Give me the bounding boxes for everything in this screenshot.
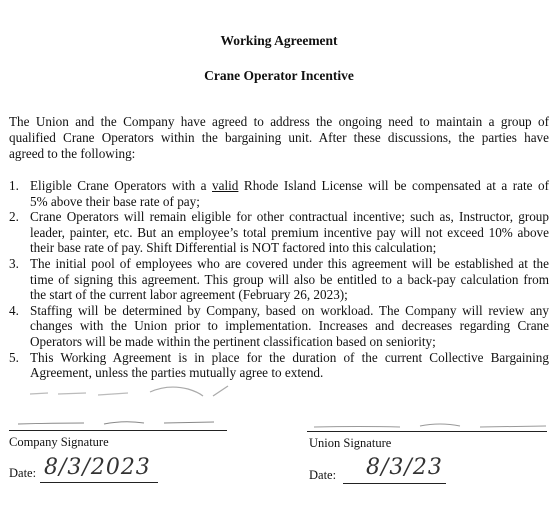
item-number: 2. xyxy=(9,209,19,225)
company-signature-label: Company Signature xyxy=(9,435,109,449)
list-item xyxy=(9,350,549,381)
intro-paragraph xyxy=(9,114,549,162)
item-line: This Working Agreement is in place for the duration of the current Collective Bargaining xyxy=(30,349,549,365)
list-item xyxy=(9,209,549,256)
item-number: 3. xyxy=(9,255,19,271)
intro-line: agreed to the following: xyxy=(9,146,136,161)
item-line: leader, painter, etc. But an employee’s total premium incentive pay will not exceed 10% above xyxy=(30,224,549,240)
item-line: Eligible Crane Operators with a valid Rhode Island License will be compensated at a rate of xyxy=(30,178,549,193)
union-date-line xyxy=(343,483,446,484)
list-item xyxy=(9,256,549,303)
company-signature-scribble xyxy=(14,414,224,430)
company-signature-line xyxy=(9,430,227,431)
document-subtitle: Crane Operator Incentive xyxy=(204,68,354,83)
item-line: 5% above their base rate of pay; xyxy=(30,193,200,209)
item-line: their base rate of pay. Shift Differential is NOT factored into this calculation; xyxy=(30,240,437,256)
union-date-handwritten: 8/3/23 xyxy=(366,455,443,480)
company-date-line xyxy=(40,482,158,483)
union-signature-line xyxy=(307,431,547,432)
company-date-label: Date: xyxy=(9,466,37,480)
item-number: 1. xyxy=(9,178,19,193)
intro-line: The Union and the Company have agreed to address the ongoing need to maintain a group of xyxy=(9,114,549,129)
item-line: time of signing this agreement. This group will also be entitled to a back-pay calculation from xyxy=(30,271,549,287)
union-date-label: Date: xyxy=(309,468,337,482)
union-signature-scribble xyxy=(310,418,550,432)
document-title: Working Agreement xyxy=(220,33,338,48)
item-line: Operators will be made within the pertinent classification based on seniority; xyxy=(30,333,436,349)
intro-line: qualified Crane Operators within the bargaining unit. After these discussions, the parties have xyxy=(9,130,549,145)
item-line: The initial pool of employees who are covered under this agreement will be established at the xyxy=(30,255,549,271)
underlined-word: valid xyxy=(212,178,239,193)
company-date-handwritten: 8/3/2023 xyxy=(44,455,151,480)
terms-list xyxy=(9,178,549,381)
list-item xyxy=(9,178,549,209)
item-line: changes with the Union prior to implementation. Increases and decreases regarding Crane xyxy=(30,318,549,334)
item-number: 5. xyxy=(9,349,19,365)
item-line: Staffing will be determined by Company, based on workload. The Company will review any xyxy=(30,302,549,318)
company-signature-mark xyxy=(28,380,238,404)
item-line: Agreement, unless the parties mutually agree to extend. xyxy=(30,365,324,381)
union-signature-label: Union Signature xyxy=(309,436,392,450)
item-line: the start of the current labor agreement (February 26, 2023); xyxy=(30,287,348,303)
item-line: Crane Operators will remain eligible for other contractual incentive; such as, Instructor, group xyxy=(30,209,549,225)
item-number: 4. xyxy=(9,302,19,318)
list-item xyxy=(9,303,549,350)
